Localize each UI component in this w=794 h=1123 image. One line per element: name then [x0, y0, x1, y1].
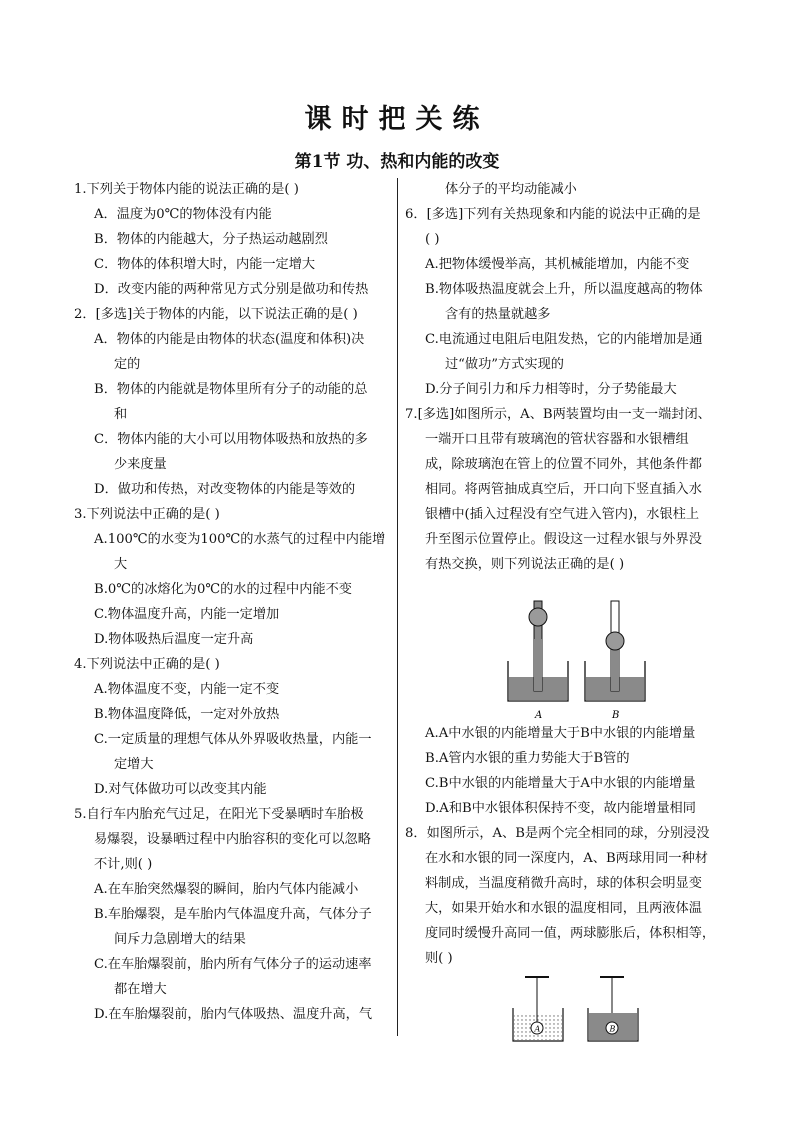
mercury-column-a — [534, 639, 542, 691]
option-line: 少来度量 — [114, 457, 167, 472]
option-line: D.分子间引力和斥力相等时，分子势能最大 — [425, 382, 677, 397]
left-column — [74, 177, 394, 1027]
sphere-a-label: A — [534, 1024, 541, 1034]
question-stem-line: 8．如图所示，A、B是两个完全相同的球，分别浸没 — [405, 826, 710, 841]
option-line: 银槽中(插入过程没有空气进入管内)，水银柱上 — [425, 507, 700, 522]
option-line: 成，除玻璃泡在管上的位置不同外，其他条件都 — [425, 457, 702, 472]
option-line: A.物体温度不变，内能一定不变 — [94, 682, 280, 697]
apparatus-a — [508, 601, 568, 721]
option-line: C.物体温度升高，内能一定增加 — [94, 607, 280, 622]
option-line: 一端开口且带有玻璃泡的管状容器和水银槽组 — [425, 432, 689, 447]
option-line: D．改变内能的两种常见方式分别是做功和传热 — [94, 282, 369, 297]
option-line: 升至图示位置停止。假设这一过程水银与外界没 — [425, 532, 702, 547]
column-divider — [397, 178, 398, 1036]
right-column-top-text — [405, 177, 723, 577]
option-line: 和 — [114, 407, 128, 422]
option-line: B.物体温度降低，一定对外放热 — [94, 707, 280, 722]
option-line: 易爆裂，设暴晒过程中内胎容积的变化可以忽略 — [94, 832, 371, 847]
spheres-diagram — [405, 975, 723, 1047]
question-stem-line: 3.下列说法中正确的是( ) — [74, 507, 220, 522]
mercury-tubes-diagram — [405, 581, 723, 721]
option-line: A.A中水银的内能增量大于B中水银的内能增量 — [425, 726, 696, 741]
option-line: 体分子的平均动能减小 — [445, 182, 577, 197]
option-line: C.一定质量的理想气体从外界吸收热量，内能一 — [94, 732, 372, 747]
option-line: D.在车胎爆裂前，胎内气体吸热、温度升高，气 — [94, 1007, 373, 1022]
option-line: 则( ) — [425, 951, 453, 966]
option-line: A.在车胎突然爆裂的瞬间，胎内气体内能减小 — [94, 882, 359, 897]
question-stem-line: 4.下列说法中正确的是( ) — [74, 657, 220, 672]
water-beaker-a — [513, 977, 563, 1041]
option-line: C.电流通过电阻后电阻发热，它的内能增加是通 — [425, 332, 703, 347]
option-line: C.B中水银的内能增量大于A中水银的内能增量 — [425, 776, 696, 791]
option-line: D.A和B中水银体积保持不变，故内能增量相同 — [425, 801, 696, 816]
option-line: B．物体的内能就是物体里所有分子的动能的总 — [94, 382, 368, 397]
figure-mercury-tubes — [405, 581, 723, 721]
option-line: 含有的热量就越多 — [445, 307, 551, 322]
mercury-beaker-b — [588, 977, 638, 1041]
option-line: C．物体的体积增大时，内能一定增大 — [94, 257, 316, 272]
question-stem-line: 7.[多选]如图所示，A、B两装置均由一支一端封闭、 — [405, 407, 711, 422]
right-column — [405, 177, 723, 1045]
option-line: 定增大 — [114, 757, 154, 772]
option-line: B.车胎爆裂，是车胎内气体温度升高，气体分子 — [94, 907, 372, 922]
sphere-b-label: B — [609, 1024, 616, 1034]
option-line: D.物体吸热后温度一定升高 — [94, 632, 254, 647]
apparatus-b — [585, 601, 645, 721]
option-line: B.物体吸热温度就会上升，所以温度越高的物体 — [425, 282, 703, 297]
option-line: A．物体的内能是由物体的状态(温度和体积)决 — [94, 332, 365, 347]
question-stem-line: 5.自行车内胎充气过足，在阳光下受暴晒时车胎极 — [74, 807, 364, 822]
option-line: 大 — [114, 557, 128, 572]
option-line: A.把物体缓慢举高，其机械能增加，内能不变 — [425, 257, 690, 272]
option-line: 在水和水银的同一深度内，A、B两球用同一种材 — [425, 851, 708, 866]
option-line: 大，如果开始水和水银的温度相同，且两液体温 — [425, 901, 702, 916]
question-stem-line: 6．[多选]下列有关热现象和内能的说法中正确的是 — [405, 207, 701, 222]
option-line: B.0℃的冰熔化为0℃的水的过程中内能不变 — [94, 582, 352, 597]
option-line: A．温度为0℃的物体没有内能 — [94, 207, 272, 222]
right-column-mid-text — [405, 721, 723, 971]
option-line: 过“做功”方式实现的 — [445, 357, 564, 372]
option-line: B.A管内水银的重力势能大于B管的 — [425, 751, 630, 766]
option-line: 度同时缓慢升高同一值，两球膨胀后，体积相等， — [425, 926, 716, 941]
option-line: 都在增大 — [114, 982, 167, 997]
figure-spheres — [405, 975, 723, 1045]
page-title: 课时把关练 — [304, 104, 490, 135]
option-line: 不计,则( ) — [94, 857, 153, 872]
question-stem-line: 1.下列关于物体内能的说法正确的是( ) — [74, 182, 299, 197]
option-line: ( ) — [425, 232, 440, 247]
option-line: 定的 — [114, 357, 141, 372]
label-a: A — [535, 710, 543, 721]
option-line: C.在车胎爆裂前，胎内所有气体分子的运动速率 — [94, 957, 372, 972]
bulb-b — [606, 632, 624, 650]
option-line: B．物体的内能越大，分子热运动越剧烈 — [94, 232, 328, 247]
option-line: D.对气体做功可以改变其内能 — [94, 782, 267, 797]
option-line: 料制成，当温度稍微升高时，球的体积会明显变 — [425, 876, 702, 891]
option-line: 间斥力急剧增大的结果 — [114, 932, 246, 947]
option-line: C．物体内能的大小可以用物体吸热和放热的多 — [94, 432, 368, 447]
bulb-a — [529, 608, 547, 626]
section-subtitle: 第1节 功、热和内能的改变 — [294, 152, 500, 172]
question-stem-line: 2．[多选]关于物体的内能，以下说法正确的是( ) — [74, 307, 358, 322]
option-line: 有热交换，则下列说法正确的是( ) — [425, 557, 625, 572]
option-line: 相同。将两管抽成真空后，开口向下竖直插入水 — [425, 482, 702, 497]
option-line: A.100℃的水变为100℃的水蒸气的过程中内能增 — [94, 532, 386, 547]
label-b: B — [612, 710, 620, 721]
option-line: D．做功和传热，对改变物体的内能是等效的 — [94, 482, 356, 497]
